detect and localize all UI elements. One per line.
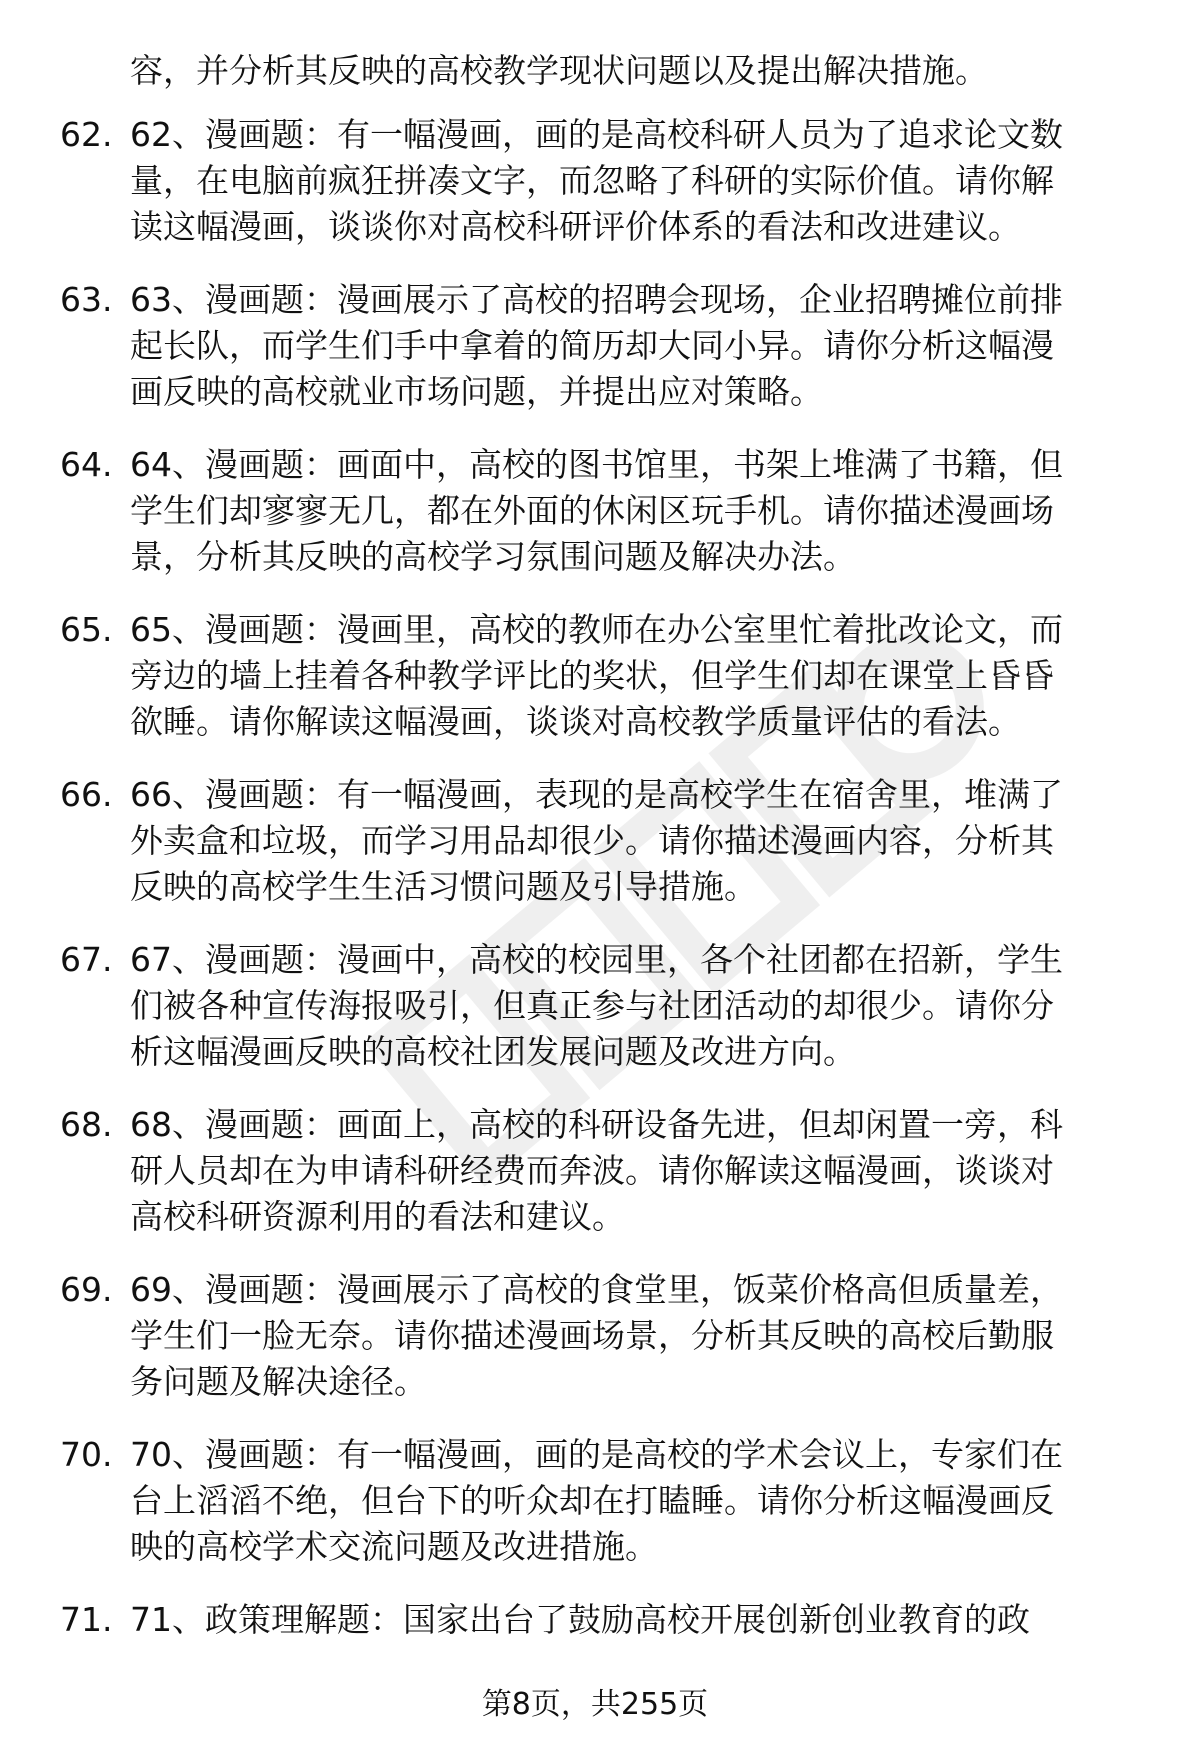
question-text-line: 析这幅漫画反映的高校社团发展问题及改进方向。 <box>130 1032 856 1071</box>
page-footer: 第8页，共255页 <box>481 1687 709 1722</box>
question-text-line: 读这幅漫画，谈谈你对高校科研评价体系的看法和改进建议。 <box>130 207 1021 246</box>
question-text-line: 映的高校学术交流问题及改进措施。 <box>130 1527 658 1566</box>
question-text-line: 旁边的墙上挂着各种教学评比的奖状，但学生们却在课堂上昏昏 <box>130 656 1054 695</box>
question-text-line: 务问题及解决途径。 <box>130 1362 427 1401</box>
question-text-line: 外卖盒和垃圾，而学习用品却很少。请你描述漫画内容，分析其 <box>130 821 1054 860</box>
question-text-line: 欲睡。请你解读这幅漫画，谈谈对高校教学质量评估的看法。 <box>130 702 1021 741</box>
question-number: 63. <box>60 280 113 319</box>
question-item <box>0 277 1140 415</box>
question-item <box>0 1432 1140 1570</box>
question-number: 70. <box>60 1435 113 1474</box>
question-item <box>0 1102 1140 1240</box>
question-item <box>0 772 1140 910</box>
question-text-line: 64、漫画题：画面中，高校的图书馆里，书架上堆满了书籍，但 <box>130 445 1063 484</box>
question-number: 64. <box>60 445 113 484</box>
question-text-line: 67、漫画题：漫画中，高校的校园里，各个社团都在招新，学生 <box>130 940 1063 979</box>
question-text-line: 62、漫画题：有一幅漫画，画的是高校科研人员为了追求论文数 <box>130 115 1063 154</box>
question-number: 66. <box>60 775 113 814</box>
question-text-line: 画反映的高校就业市场问题，并提出应对策略。 <box>130 372 823 411</box>
question-text-line: 高校科研资源利用的看法和建议。 <box>130 1197 625 1236</box>
question-number: 71. <box>60 1600 113 1639</box>
question-item <box>0 442 1140 580</box>
question-number: 68. <box>60 1105 113 1144</box>
question-item <box>0 112 1140 250</box>
question-number: 69. <box>60 1270 113 1309</box>
question-text-line: 65、漫画题：漫画里，高校的教师在办公室里忙着批改论文，而 <box>130 610 1063 649</box>
question-text-line: 69、漫画题：漫画展示了高校的食堂里，饭菜价格高但质量差， <box>130 1270 1063 1309</box>
question-text-line: 70、漫画题：有一幅漫画，画的是高校的学术会议上，专家们在 <box>130 1435 1063 1474</box>
question-list <box>0 112 1190 1670</box>
question-text-line: 景，分析其反映的高校学习氛围问题及解决办法。 <box>130 537 856 576</box>
question-text-line: 学生们一脸无奈。请你描述漫画场景，分析其反映的高校后勤服 <box>130 1316 1054 1355</box>
question-item <box>0 937 1140 1075</box>
question-item <box>0 1597 1140 1643</box>
question-text-line: 们被各种宣传海报吸引，但真正参与社团活动的却很少。请你分 <box>130 986 1054 1025</box>
question-number: 67. <box>60 940 113 979</box>
question-text-line: 71、政策理解题：国家出台了鼓励高校开展创新创业教育的政 <box>130 1600 1030 1639</box>
question-item <box>0 607 1140 745</box>
question-item <box>0 1267 1140 1405</box>
question-text-line: 量，在电脑前疯狂拼凑文字，而忽略了科研的实际价值。请你解 <box>130 161 1054 200</box>
question-text-line: 63、漫画题：漫画展示了高校的招聘会现场，企业招聘摊位前排 <box>130 280 1063 319</box>
question-text-line: 起长队，而学生们手中拿着的简历却大同小异。请你分析这幅漫 <box>130 326 1054 365</box>
question-text-line: 研人员却在为申请科研经费而奔波。请你解读这幅漫画，谈谈对 <box>130 1151 1054 1190</box>
question-text-line: 学生们却寥寥无几，都在外面的休闲区玩手机。请你描述漫画场 <box>130 491 1054 530</box>
question-text-line: 台上滔滔不绝，但台下的听众却在打瞌睡。请你分析这幅漫画反 <box>130 1481 1054 1520</box>
question-text-line: 反映的高校学生生活习惯问题及引导措施。 <box>130 867 757 906</box>
question-number: 62. <box>60 115 113 154</box>
question-number: 65. <box>60 610 113 649</box>
continuation-text: 容，并分析其反映的高校教学现状问题以及提出解决措施。 <box>130 51 988 90</box>
question-text-line: 68、漫画题：画面上，高校的科研设备先进，但却闲置一旁，科 <box>130 1105 1063 1144</box>
question-text-line: 66、漫画题：有一幅漫画，表现的是高校学生在宿舍里，堆满了 <box>130 775 1063 814</box>
